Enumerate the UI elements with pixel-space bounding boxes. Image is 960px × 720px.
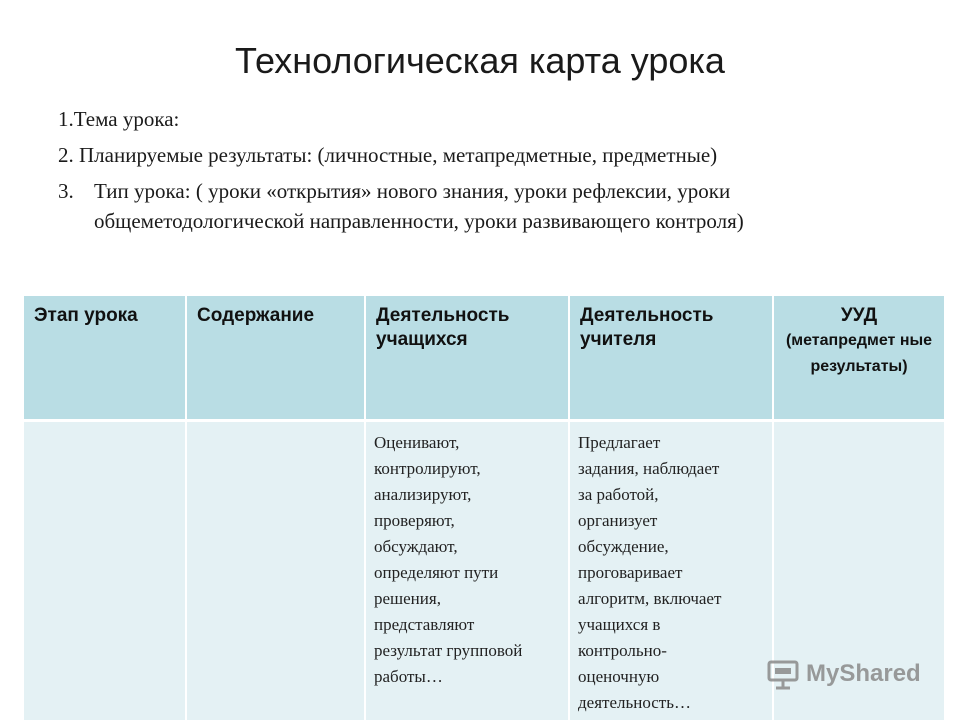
watermark [766,654,921,694]
header-uud [773,296,944,420]
student-activity-text: Оценивают, контролируют, анализируют, проверяют, обсуждают, определяют пути решения, представляют результат групповой работы… [374,432,523,686]
intro-item-number: 3. [58,179,74,203]
cell-teacher-activity [569,420,773,720]
slide-title: Технологическая карта урока [235,40,725,81]
intro-list [58,104,918,242]
intro-item-lesson-type-text: Тип урока: ( уроки «открытия» нового знания, уроки рефлексии, уроки общеметодологической направленности, уроки развивающего контроля) [94,179,744,233]
cell-student-activity [365,420,569,720]
header-uud-subtitle: (метапредмет ные результаты) [785,332,933,375]
intro-item-lesson-type [58,176,918,236]
watermark-text: MyShared [806,660,921,687]
intro-item-topic: 1.Тема урока: [58,107,180,131]
cell-stage [24,420,186,720]
cell-content [186,420,365,720]
teacher-activity-text: Предлагает задания, наблюдает за работой, организует обсуждение, проговаривает алгоритм, включает учащихся в контрольно- оценочную деятельность… [578,432,722,712]
intro-item-results: 2. Планируемые результаты: (личностные, метапредметные, предметные) [58,143,718,167]
header-uud-title: УУД [840,305,878,326]
header-student-activity: Деятельность учащихся [365,296,569,420]
header-stage: Этап урока [24,296,186,420]
projector-screen-icon [766,657,800,691]
header-teacher-activity: Деятельность учителя [569,296,773,420]
table-header-row [24,296,944,420]
header-content: Содержание [186,296,365,420]
